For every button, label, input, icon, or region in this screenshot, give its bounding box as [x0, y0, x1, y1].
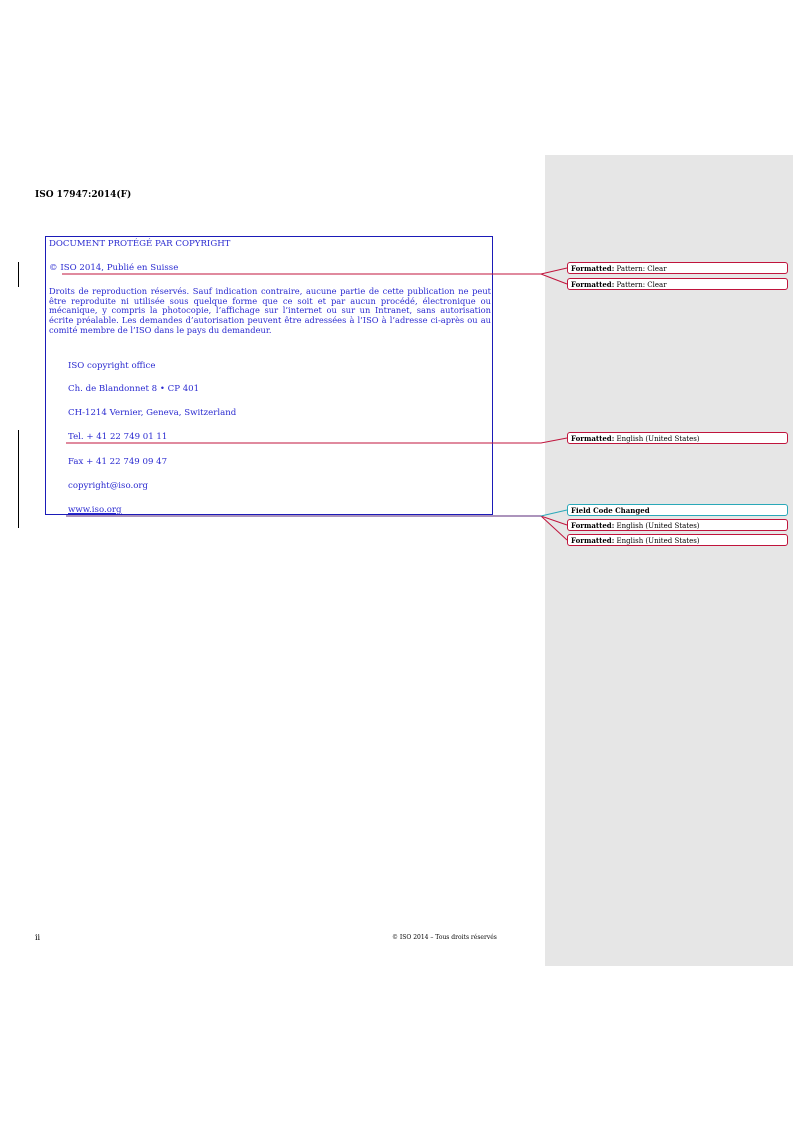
address-city: CH-1214 Vernier, Geneva, Switzerland — [68, 408, 237, 418]
copyright-line: © ISO 2014, Publié en Suisse — [49, 263, 179, 273]
markup-balloon-formatted[interactable]: Formatted: Pattern: Clear — [567, 278, 788, 290]
address-tel: Tel. + 41 22 749 01 11 — [68, 432, 168, 442]
address-fax: Fax + 41 22 749 09 47 — [68, 457, 168, 467]
address-street: Ch. de Blandonnet 8 • CP 401 — [68, 384, 200, 394]
document-id: ISO 17947:2014(F) — [35, 190, 132, 200]
page-number: ii — [35, 933, 41, 942]
markup-balloon-formatted[interactable]: Formatted: English (United States) — [567, 432, 788, 444]
copyright-heading: DOCUMENT PROTÉGÉ PAR COPYRIGHT — [49, 239, 231, 249]
markup-balloon-field-code[interactable]: Field Code Changed — [567, 504, 788, 516]
email-link[interactable]: copyright@iso.org — [68, 481, 148, 491]
website-link[interactable]: www.iso.org — [68, 505, 122, 515]
rights-paragraph: Droits de reproduction réservés. Sauf indication contraire, aucune partie de cette publication ne peut être reproduite ni utilisée sous quelque forme que ce soit et par aucun procédé, électronique ou mécanique, y compris la photocopie, l’affichage sur l’internet ou sur un Intranet, sans autorisation écrite préalable. Les demandes d’autorisation peuvent être adressées à l’ISO à l’adresse ci-après ou au comité membre de l’ISO dans le pays du demandeur. — [49, 286, 491, 335]
markup-balloon-formatted[interactable]: Formatted: Pattern: Clear — [567, 262, 788, 274]
markup-balloon-formatted[interactable]: Formatted: English (United States) — [567, 534, 788, 546]
footer-copyright: © ISO 2014 – Tous droits réservés — [392, 934, 497, 941]
address-office: ISO copyright office — [68, 361, 156, 371]
markup-balloon-formatted[interactable]: Formatted: English (United States) — [567, 519, 788, 531]
